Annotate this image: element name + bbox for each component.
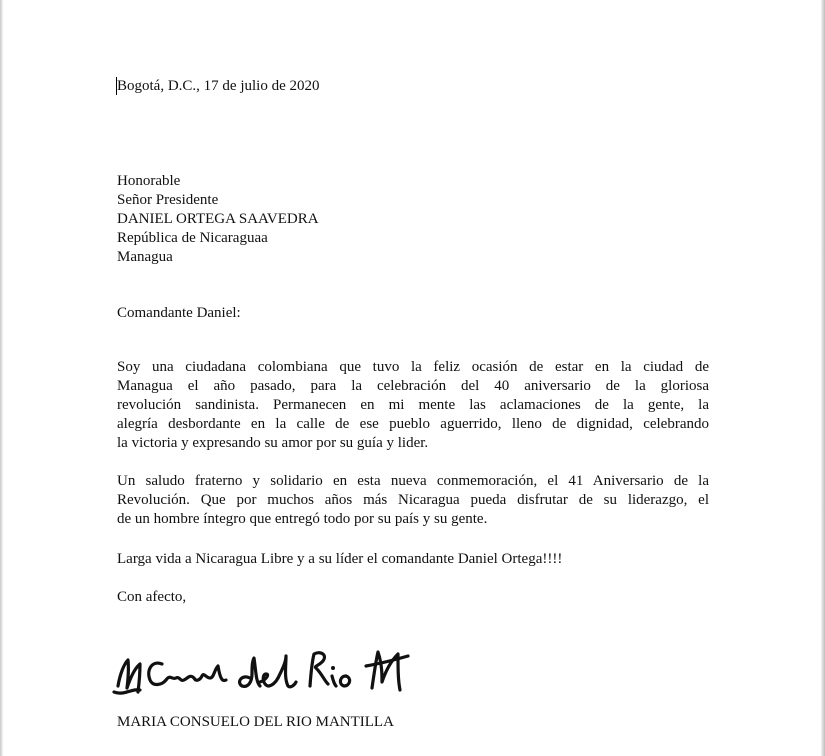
addressee-line[interactable]: Managua: [117, 249, 173, 265]
body-paragraph-3: [117, 550, 709, 569]
paragraph-line[interactable]: Managua el año pasado, para la celebración del 40 aniversario de la gloriosa: [117, 378, 709, 394]
paragraph-line[interactable]: revolución sandinista. Permanecen en mi mente las aclamaciones de la gente, la: [117, 397, 709, 413]
paragraph-line[interactable]: alegría desbordante en la calle de ese pueblo aguerrido, lleno de dignidad, celebrando: [117, 416, 709, 432]
paragraph-line[interactable]: Soy una ciudadana colombiana que tuvo la feliz ocasión de estar en la ciudad de: [117, 359, 709, 375]
paragraph-line[interactable]: Larga vida a Nicaragua Libre y a su líder el comandante Daniel Ortega!!!!: [117, 551, 563, 567]
addressee-line[interactable]: República de Nicaraguaa: [117, 230, 268, 246]
addressee-line[interactable]: Honorable: [117, 173, 181, 189]
paragraph-line[interactable]: de un hombre íntegro que entregó todo por su país y su gente.: [117, 511, 488, 527]
addressee-line[interactable]: Señor Presidente: [117, 192, 219, 208]
body-paragraph-1: [117, 358, 709, 453]
body-paragraph-2: [117, 472, 709, 529]
dateline[interactable]: Bogotá, D.C., 17 de julio de 2020: [117, 78, 320, 94]
handwritten-signature: [110, 630, 420, 705]
closing[interactable]: Con afecto,: [117, 589, 187, 605]
page-right-edge: [821, 0, 825, 756]
signer-name[interactable]: MARIA CONSUELO DEL RIO MANTILLA: [117, 714, 394, 730]
paragraph-line[interactable]: Un saludo fraterno y solidario en esta nueva conmemoración, el 41 Aniversario de la: [117, 473, 709, 489]
addressee-block: [117, 172, 709, 267]
page-left-edge: [0, 0, 3, 756]
paragraph-line[interactable]: Revolución. Que por muchos años más Nicaragua pueda disfrutar de su liderazgo, el: [117, 492, 709, 508]
paragraph-line[interactable]: la victoria y expresando su amor por su guía y lider.: [117, 435, 429, 451]
addressee-line[interactable]: DANIEL ORTEGA SAAVEDRA: [117, 211, 319, 227]
greeting[interactable]: Comandante Daniel:: [117, 305, 241, 321]
